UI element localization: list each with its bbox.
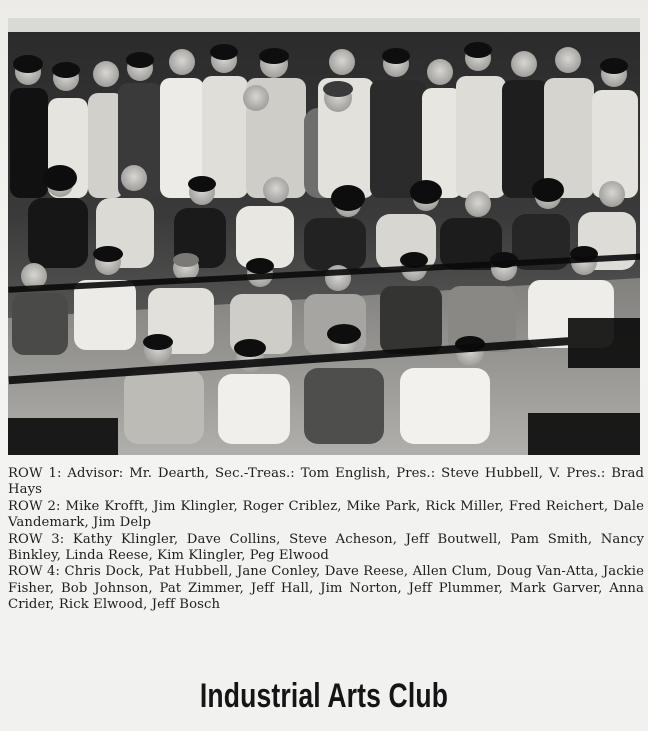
group-photo-illustration [8,18,640,455]
photo-caption [8,466,644,614]
caption-row-4: ROW 4: Chris Dock, Pat Hubbell, Jane Conley, Dave Reese, Allen Clum, Doug Van-Atta, Jackie Fisher, Bob Johnson, Pat Zimmer, Jeff Hall, Jim Norton, Jeff Plummer, Mark Garver, Anna Crider, Rick Elwood, Jeff Bosch [8,564,644,613]
caption-row-2: ROW 2: Mike Krofft, Jim Klingler, Roger Criblez, Mike Park, Rick Miller, Fred Reichert, Dale Vandemark, Jim Delp [8,498,644,531]
club-group-photo [8,18,640,455]
caption-row-3: ROW 3: Kathy Klingler, Dave Collins, Steve Acheson, Jeff Boutwell, Pam Smith, Nancy Binkley, Linda Reese, Kim Klingler, Peg Elwood [8,531,644,564]
caption-row-1: ROW 1: Advisor: Mr. Dearth, Sec.-Treas.: Tom English, Pres.: Steve Hubbell, V. Pres.: Brad Hays [8,466,644,498]
page-title: Industrial Arts Club [199,677,449,715]
